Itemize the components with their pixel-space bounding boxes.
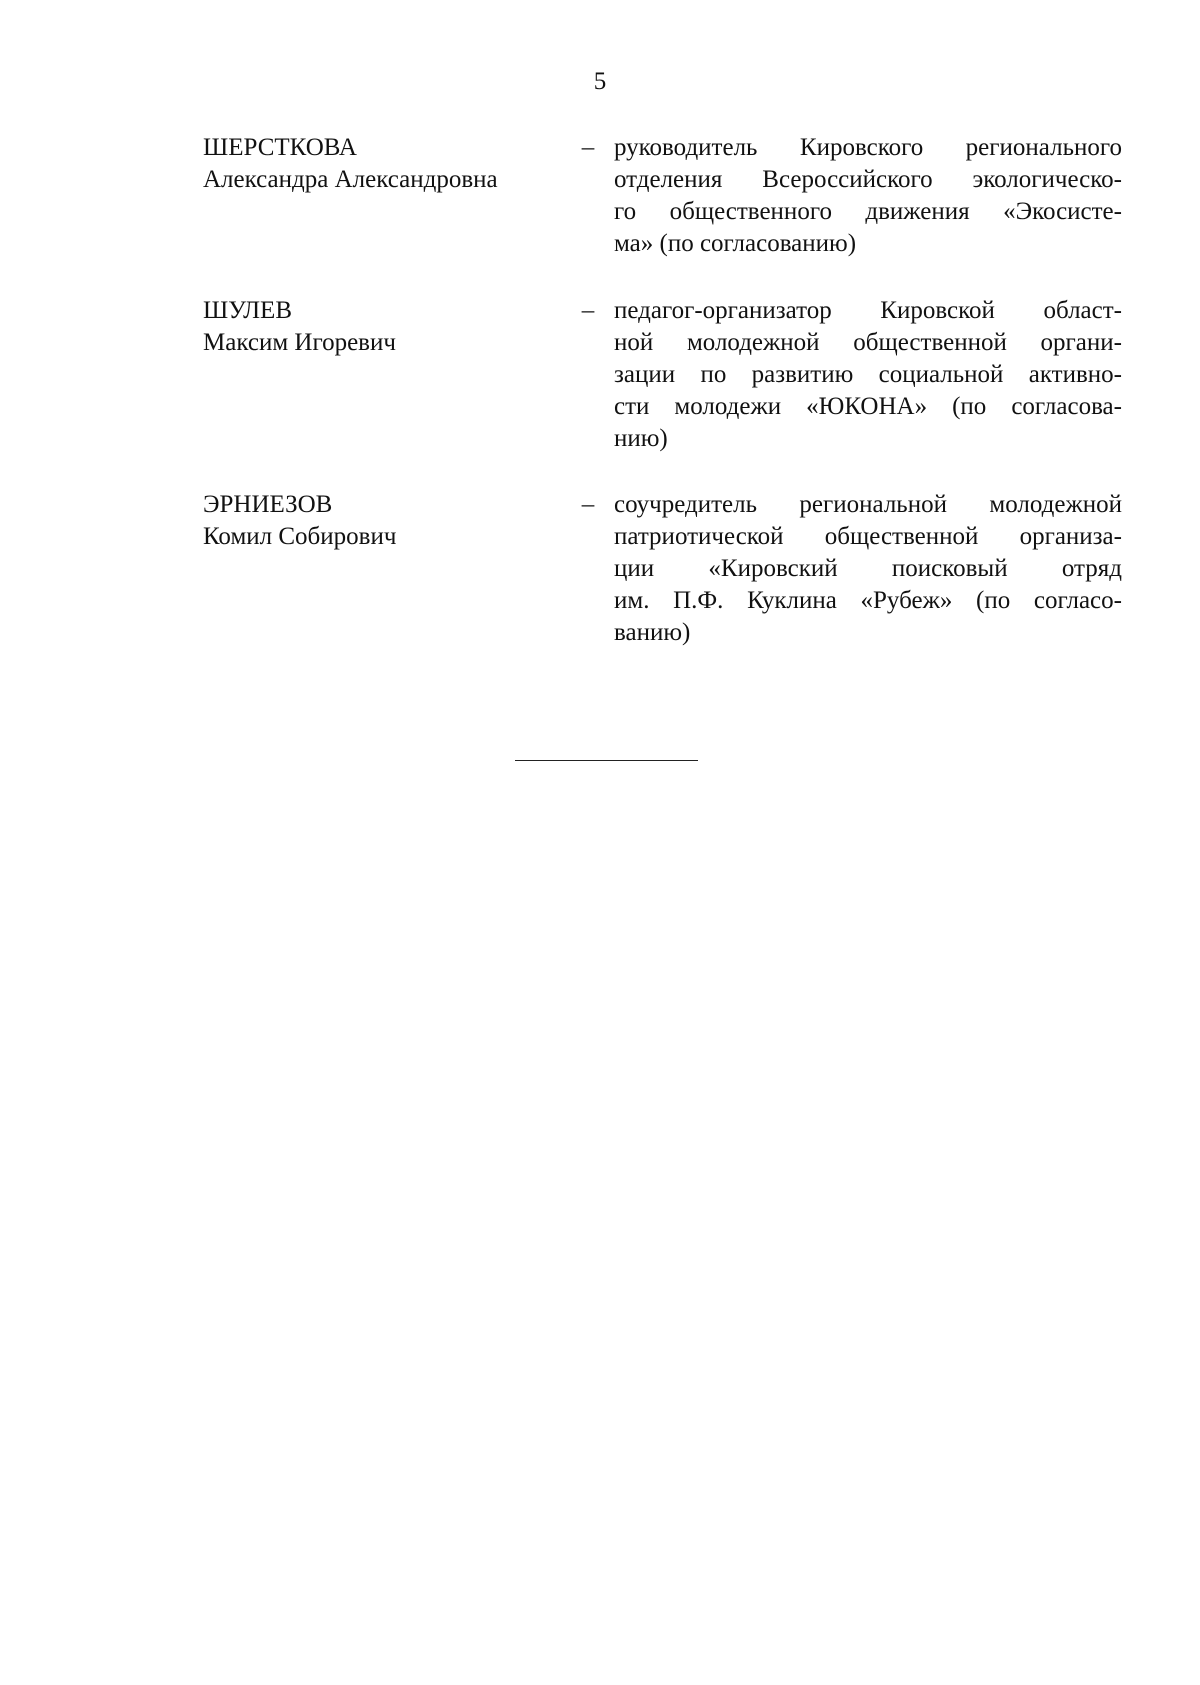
dash-separator: – — [581, 297, 595, 324]
role-line: патриотической общественной организа- — [614, 523, 1122, 550]
role-line: ванию) — [614, 619, 691, 646]
member-surname: ШЕРСТКОВА — [203, 134, 357, 161]
role-line: ной молодежной общественной органи- — [614, 329, 1122, 356]
member-name — [203, 489, 563, 553]
role-line: педагог-организатор Кировской област- — [614, 297, 1122, 324]
member-role — [614, 132, 1122, 260]
role-line: сти молодежи «ЮКОНА» (по согласова- — [614, 393, 1122, 420]
end-rule — [515, 760, 698, 761]
role-line: им. П.Ф. Куклина «Рубеж» (по согласо- — [614, 587, 1122, 614]
role-line: ма» (по согласованию) — [614, 230, 857, 257]
role-line: ции «Кировский поисковый отряд — [614, 555, 1122, 582]
member-given-names: Комил Собирович — [203, 523, 397, 550]
role-line: нию) — [614, 425, 668, 452]
role-line: отделения Всероссийского экологическо- — [614, 166, 1122, 193]
member-surname: ШУЛЕВ — [203, 297, 293, 324]
dash-separator: – — [581, 491, 595, 518]
member-role — [614, 295, 1122, 455]
role-line: зации по развитию социальной активно- — [614, 361, 1122, 388]
page-number: 5 — [593, 68, 607, 95]
member-name — [203, 132, 563, 196]
role-line: соучредитель региональной молодежной — [614, 491, 1122, 518]
member-given-names: Максим Игоревич — [203, 329, 396, 356]
role-line: руководитель Кировского регионального — [614, 134, 1122, 161]
member-role — [614, 489, 1122, 649]
member-surname: ЭРНИЕЗОВ — [203, 491, 333, 518]
role-line: го общественного движения «Экосисте- — [614, 198, 1122, 225]
member-name — [203, 295, 563, 359]
dash-separator: – — [581, 134, 595, 161]
member-given-names: Александра Александровна — [203, 166, 498, 193]
